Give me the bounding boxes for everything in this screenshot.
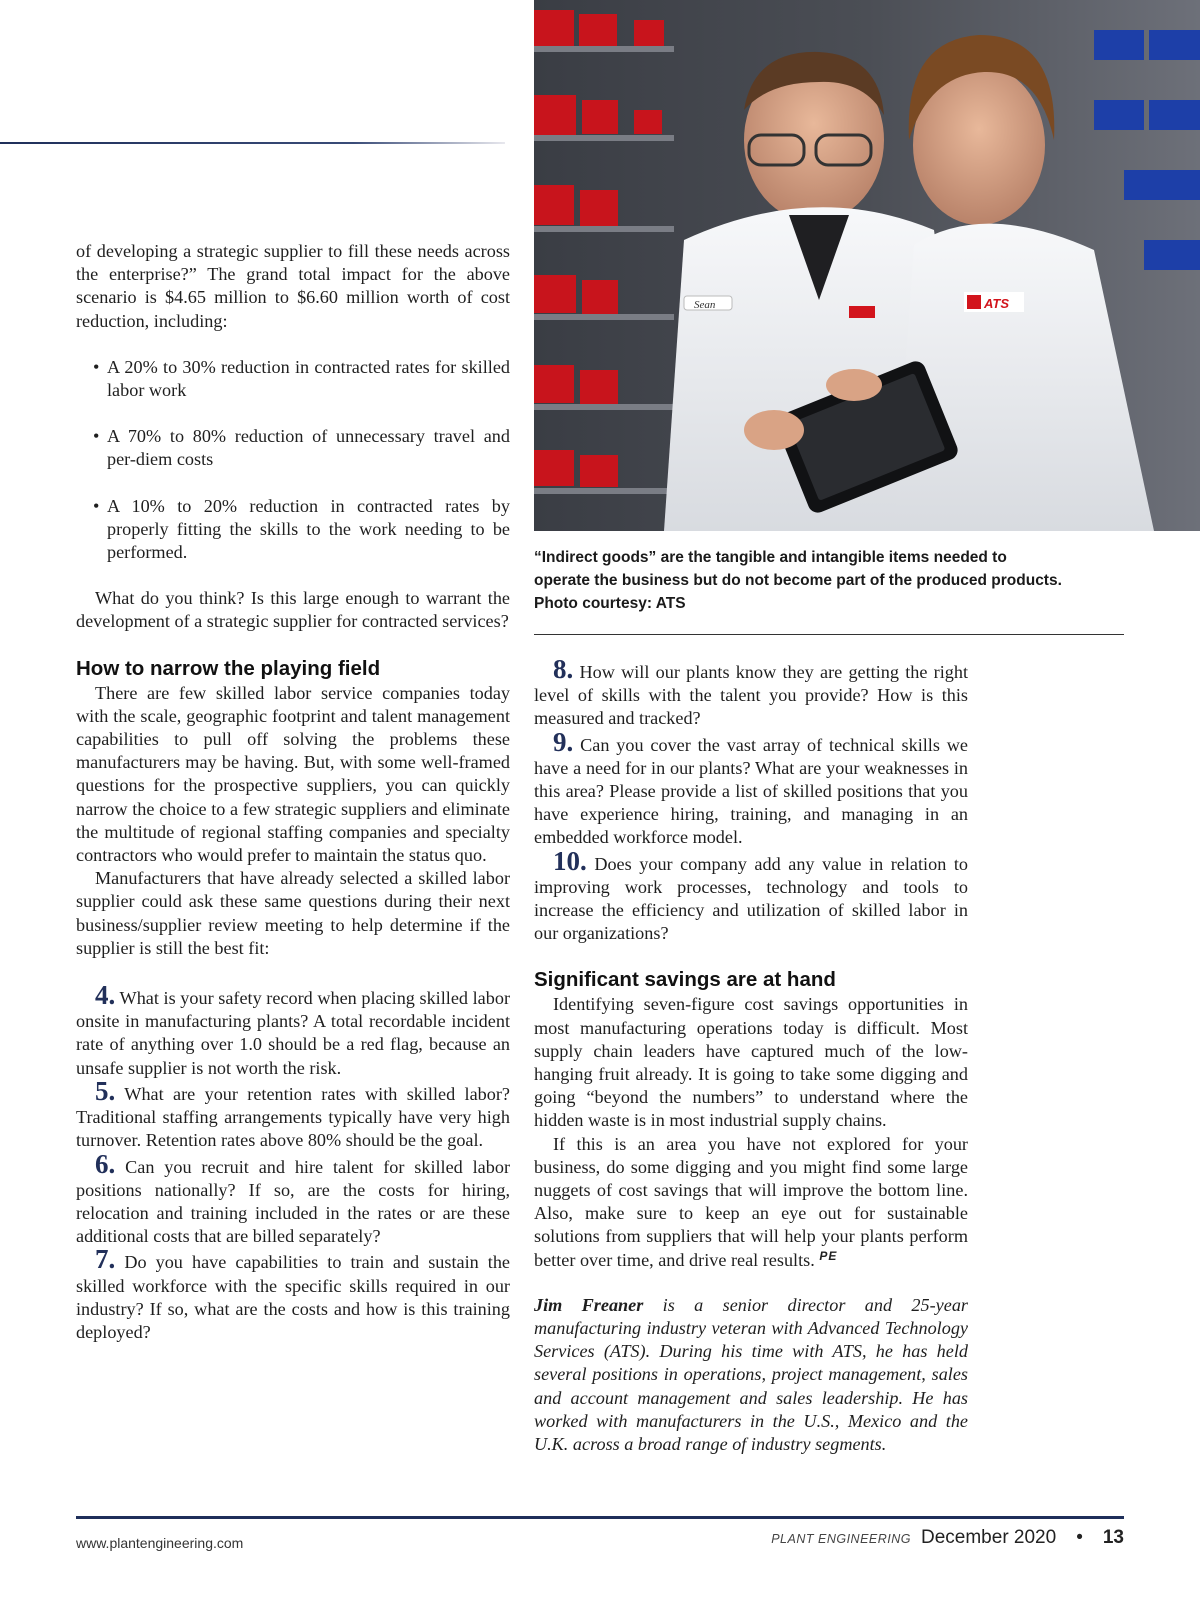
numbered-question <box>76 1148 511 1249</box>
article-photo <box>534 0 1200 531</box>
body-paragraph: Manufacturers that have already selected a skilled labor supplier could ask these same questions during their next business/supplier review meeting to help determine if the supplier is still the best fit: <box>76 868 510 958</box>
footer-separator: • <box>1076 1527 1083 1548</box>
question-number: 6. <box>95 1148 116 1179</box>
caption-line: operate the business but do not become part of the produced products. <box>534 572 1062 589</box>
question-text: Does your company add any value in relation to improving work processes, technology and tools to increase the efficiency and utilization of skilled labor in our organizations? <box>534 853 969 944</box>
list-item: • A 20% to 30% reduction in contracted rates for skilled labor work <box>93 356 510 402</box>
question-number: 4. <box>95 980 116 1011</box>
caption-divider <box>534 634 1124 635</box>
author-name: Jim Freaner <box>534 1294 644 1315</box>
footer-divider <box>76 1516 1124 1519</box>
section-heading: Significant savings are at hand <box>534 968 836 992</box>
photo-credit: Photo courtesy: ATS <box>534 595 686 612</box>
question-number: 9. <box>553 726 574 757</box>
body-paragraph <box>534 1133 968 1274</box>
numbered-question <box>534 845 969 946</box>
technicians-with-tablet-image <box>534 0 1200 531</box>
end-mark: PE <box>819 1248 838 1263</box>
body-paragraph: Identifying seven-figure cost savings opportunities in most manufacturing operations today is difficult. Most supply chain leaders have captured much of the low-hanging fruit already. It is going to take some digging and going “beyond the numbers” to understand where the hidden waste is in most industrial supply chains. <box>534 994 968 1131</box>
list-item: • A 10% to 20% reduction in contracted rates by properly fitting the skills to the work needing to be performed. <box>93 495 510 565</box>
question-text: Do you have capabilities to train and sustain the skilled workforce with the specific skills required in our industry? If so, what are the costs and how is this training deployed? <box>76 1252 511 1342</box>
photo-caption <box>534 546 1134 615</box>
numbered-question <box>534 654 969 731</box>
question-number: 10. <box>553 845 587 876</box>
badge-name: Sean <box>694 299 716 311</box>
page-number: 13 <box>1102 1527 1124 1548</box>
footer-url[interactable]: www.plantengineering.com <box>76 1535 244 1551</box>
author-bio <box>534 1294 968 1456</box>
issue-date: December 2020 <box>921 1527 1057 1548</box>
numbered-question <box>76 1075 510 1153</box>
question-number: 8. <box>553 654 574 684</box>
numbered-question <box>534 726 968 850</box>
list-item: • A 70% to 80% reduction of unnecessary travel and per-diem costs <box>93 425 510 471</box>
question-text: What are your retention rates with skilled labor? Traditional staffing arrangements typically have very high turnover. Retention rates above 80% should be the goal. <box>76 1083 510 1151</box>
question-paragraph: What do you think? Is this large enough to warrant the development of a strategic supplier for contracted services? <box>76 588 510 632</box>
question-text: What is your safety record when placing skilled labor onsite in manufacturing plants? A total recordable incident rate of anything over 1.0 should be a red flag, because an unsafe supplier is not worth the risk. <box>76 988 510 1078</box>
numbered-question <box>76 1244 511 1344</box>
body-paragraph: There are few skilled labor service companies today with the scale, geographic footprint and talent management capabilities to pull off solving the problems these manufacturers may be having. But, with some well-framed questions for the prospective suppliers, you can quickly narrow the choice to a few strategic suppliers and eliminate the multitude of regional staffing companies and specialty contractors who would prefer to maintain the status quo. <box>76 682 510 866</box>
magazine-name: PLANT ENGINEERING <box>771 1532 911 1546</box>
intro-paragraph: of developing a strategic supplier to fill these needs across the enterprise?” The grand total impact for the above scenario is $4.65 million to $6.60 million worth of cost reduction, including: <box>76 241 510 331</box>
author-bio-text: is a senior director and 25-year manufacturing industry veteran with Advanced Technology Services (ATS). During his time with ATS, he has held several positions in operations, project management, sales and account management and sales leadership. He has worked with manufacturers in the U.S., Mexico and the U.K. across a broad range of industry segments. <box>534 1294 968 1455</box>
caption-line: “Indirect goods” are the tangible and intangible items needed to <box>534 549 1007 566</box>
right-column <box>534 654 969 1456</box>
closing-text: If this is an area you have not explored for your business, do some digging and you might find some large nuggets of cost savings that will improve the bottom line. Also, make sure to keep an eye out for sustainable solutions from suppliers that will help your plants perform better over time, and drive real results. <box>534 1133 968 1270</box>
top-divider <box>0 142 505 144</box>
question-number: 5. <box>95 1075 116 1106</box>
question-text: Can you recruit and hire talent for skilled labor positions nationally? If so, are the costs for hiring, relocation and training included in the rates or are these additional costs that are billed separately? <box>76 1156 511 1247</box>
section-heading: How to narrow the playing field <box>76 656 381 680</box>
footer-folio <box>771 1527 1124 1549</box>
badge-logo: ATS <box>984 296 1010 311</box>
left-column <box>76 240 510 1344</box>
numbered-question <box>76 980 510 1080</box>
question-text: Can you cover the vast array of technical skills we have a need for in our plants? What are your weaknesses in this area? Please provide a list of skilled positions that you have experience hiring, training, and managing in an embedded workforce model. <box>534 734 968 848</box>
question-number: 7. <box>95 1244 116 1275</box>
question-text: How will our plants know they are getting the right level of skills with the talent you provide? How is this measured and tracked? <box>534 662 969 729</box>
savings-list <box>93 356 510 564</box>
